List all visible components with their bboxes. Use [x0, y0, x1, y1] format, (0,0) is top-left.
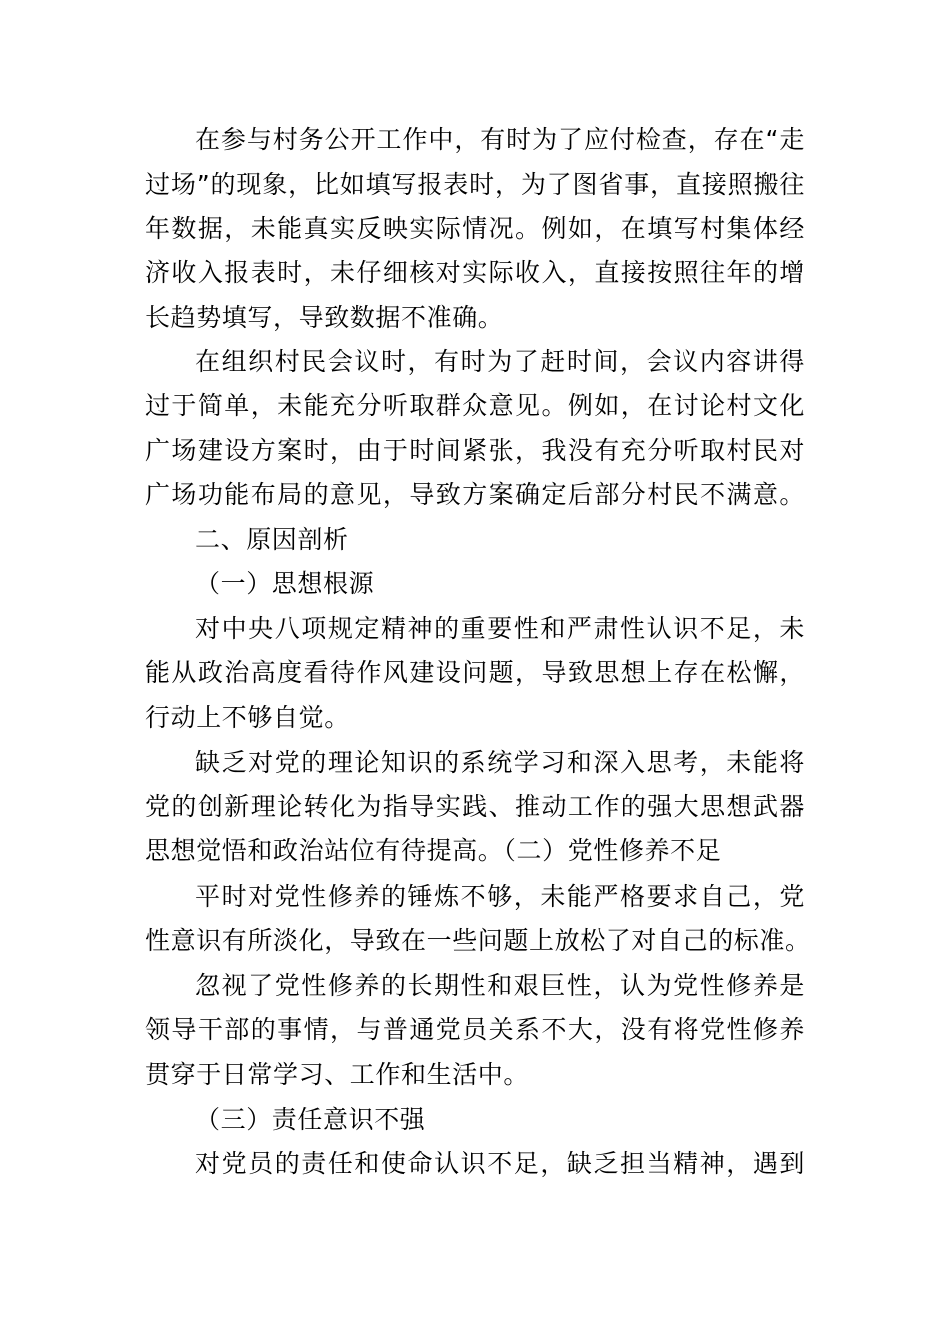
paragraph-line: 长趋势填写，导致数据不准确。	[145, 303, 504, 332]
paragraph-line: 广场建设方案时，由于时间紧张，我没有充分听取村民对	[145, 436, 805, 465]
paragraph-line: 年数据，未能真实反映实际情况。例如，在填写村集体经	[145, 214, 805, 243]
subsection-heading: （一）思想根源	[195, 569, 375, 598]
paragraph-line: 性意识有所淡化，导致在一些问题上放松了对自己的标准。	[145, 926, 811, 955]
paragraph-line: 广场功能布局的意见，导致方案确定后部分村民不满意。	[145, 480, 805, 509]
paragraph-line: 在组织村民会议时，有时为了赶时间，会议内容讲得	[195, 347, 805, 376]
paragraph-line: 贯穿于日常学习、工作和生活中。	[145, 1060, 530, 1089]
paragraph-line: 缺乏对党的理论知识的系统学习和深入思考，未能将	[195, 748, 805, 777]
paragraph-line: 行动上不够自觉。	[145, 703, 350, 732]
section-heading: 二、原因剖析	[195, 525, 349, 554]
paragraph-line: 济收入报表时，未仔细核对实际收入，直接按照往年的增	[145, 258, 805, 287]
paragraph-line: 过场”的现象，比如填写报表时，为了图省事，直接照搬往	[145, 170, 805, 199]
paragraph-line: 思想觉悟和政治站位有待提高。（二）党性修养不足	[145, 836, 722, 865]
paragraph-line: 过于简单，未能充分听取群众意见。例如，在讨论村文化	[145, 391, 805, 420]
paragraph-line: 能从政治高度看待作风建设问题，导致思想上存在松懈，	[145, 658, 805, 687]
paragraph-line: 平时对党性修养的锤炼不够，未能严格要求自己，党	[195, 882, 805, 911]
paragraph-line: 忽视了党性修养的长期性和艰巨性，认为党性修养是	[195, 971, 805, 1000]
subsection-heading: （三）责任意识不强	[195, 1105, 426, 1134]
paragraph-line: 对党员的责任和使命认识不足，缺乏担当精神，遇到	[195, 1149, 805, 1178]
paragraph-line: 在参与村务公开工作中，有时为了应付检查，存在“走	[195, 125, 805, 154]
paragraph-line: 领导干部的事情，与普通党员关系不大，没有将党性修养	[145, 1015, 805, 1044]
paragraph-line: 党的创新理论转化为指导实践、推动工作的强大思想武器	[145, 792, 805, 821]
paragraph-line: 对中央八项规定精神的重要性和严肃性认识不足，未	[195, 614, 805, 643]
